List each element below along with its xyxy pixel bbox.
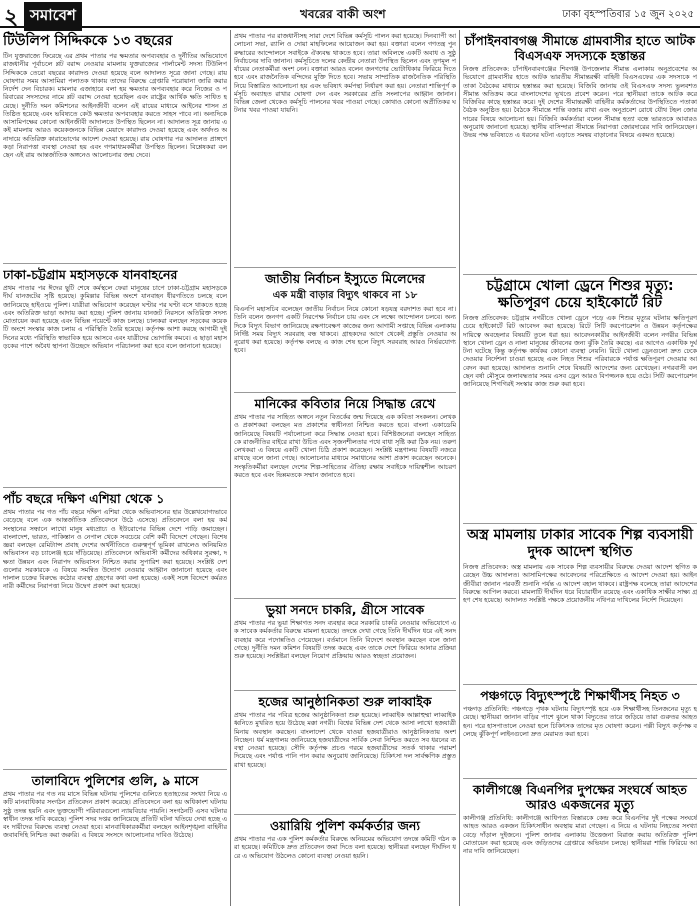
- article-body: প্রথম পাতার পর পবিত্র হজের আনুষ্ঠানিকতা শুরু হয়েছে। লাব্বাইক আল্লাহুম্মা লাব্বাইক ধ্বনিতে মুখরিত হয়ে উঠেছে মক্কা নগরী। বিশ্বের বিভিন্ন দেশ থেকে আসা লাখো হজযাত্রী মিনায় অবস্থান করছেন। বাংলাদেশ থেকে যাওয়া হজযাত্রীরাও আনুষ্ঠানিকতায় অংশ নিচ্ছেন। ধর্ম মন্ত্রণালয় জানিয়েছে হজযাত্রীদের সার্বিক সেবা নিশ্চিত করতে সব ধরনের ব্যবস্থা নেওয়া হয়েছে। সৌদি কর্তৃপক্ষ প্রচণ্ড গরমে হজযাত্রীদের সতর্ক থাকার পরামর্শ দিয়েছে এবং পর্যাপ্ত পানি পান করার অনুরোধ জানিয়েছে। চিকিৎসা দল সার্বক্ষণিক প্রস্তুত রাখা হয়েছে।: [234, 711, 456, 769]
- article: [463, 275, 697, 524]
- article-subheadline: এক মন্ত্রী বাড়ার বিদ্যুৎ থাকবে না ১৮: [272, 290, 418, 301]
- article-headline: কালীগঞ্জে বিএনপির দুপক্ষের সংঘর্ষে আহত আরও একজনের মৃত্যু: [473, 782, 687, 812]
- article-body: নিজস্ব প্রতিবেদক: চট্টগ্রাম নগরীতে খোলা ড্রেনে পড়ে এক শিশুর মৃত্যুর ঘটনায় ক্ষতিপূরণ চেয়ে হাইকোর্টে রিট আবেদন করা হয়েছে। রিটে সিটি করপোরেশন ও উন্নয়ন কর্তৃপক্ষের দায়িত্বে অবহেলার বিষয়টি তুলে ধরা হয়। আবেদনকারীর আইনজীবী বলেন নগরীর বিভিন্ন স্থানে খোলা ড্রেন ও নালা মানুষের জীবনের জন্য ঝুঁকি তৈরি করছে। এর আগেও একাধিক দুর্ঘটনা ঘটেছে কিন্তু কর্তৃপক্ষ কার্যকর কোনো ব্যবস্থা নেয়নি। রিটে খোলা ড্রেনগুলো দ্রুত ঢেকে দেওয়ার নির্দেশনা চাওয়া হয়েছে এবং নিহত শিশুর পরিবারকে পর্যাপ্ত ক্ষতিপূরণ দেওয়ার আবেদন করা হয়েছে। আদালত শুনানি শেষে বিষয়টি আদেশের জন্য রেখেছেন। নগরবাসী বলছেন বর্ষা মৌসুমে জলাবদ্ধতার সময় এসব ড্রেন আরও বিপজ্জনক হয়ে ওঠে। সিটি করপোরেশন জানিয়েছে শিগগিরই সংস্কার কাজ শুরু করা হবে।: [463, 314, 697, 388]
- article-headline: তালাবিদে পুলিশের গুলি, ৯ মাসে: [31, 773, 199, 788]
- column-2: [234, 30, 456, 908]
- article-headline: চট্টগ্রামে খোলা ড্রেনে শিশুর মৃত্যু: ক্ষতিপূরণ চেয়ে হাইকোর্টে রিট: [486, 278, 674, 311]
- article-headline: অস্ত্র মামলায় ঢাকার সাবেক শিল্প ব্যবসায়ী দুদক আদেশ স্থগিত: [466, 527, 693, 560]
- article-body: প্রথম পাতার পর রাজধানীসহ সারা দেশে বিভিন্ন কর্মসূচি পালন করা হয়েছে। দিনব্যাপী আলোচনা সভা, র‌্যালি ও দোয়া মাহফিলের আয়োজন করা হয়। বক্তারা বলেন গণতন্ত্র পুনরুদ্ধারের আন্দোলনে সবাইকে ঐক্যবদ্ধ থাকতে হবে। তারা অবিলম্বে একটি অবাধ ও সুষ্ঠু নির্বাচনের দাবি জানান। কর্মসূচিতে দলের কেন্দ্রীয় নেতারা উপস্থিত ছিলেন এবং তৃণমূল পর্যায়ের নেতাকর্মীরা অংশ নেন। বক্তারা আরও বলেন জনগণের ভোটাধিকার ফিরিয়ে দিতে হবে এবং রাজনৈতিক বন্দিদের মুক্তি দিতে হবে। সভায় সাম্প্রতিক রাজনৈতিক পরিস্থিতি নিয়ে বিস্তারিত আলোচনা হয় এবং ভবিষ্যৎ কর্মপন্থা নির্ধারণ করা হয়। নেতারা শান্তিপূর্ণ কর্মসূচি অব্যাহত রাখার ঘোষণা দেন এবং সরকারের প্রতি সংলাপের আহ্বান জানান। বিভিন্ন জেলা থেকেও কর্মসূচি পালনের খবর পাওয়া গেছে। কোথাও কোনো অপ্রীতিকর ঘটনার খবর পাওয়া যায়নি।: [234, 32, 456, 115]
- article: [234, 393, 456, 599]
- article-headline: হজের আনুষ্ঠানিকতা শুরু লাব্বাইক: [258, 694, 432, 709]
- article-headline: ঢাকা-চট্টগ্রাম মহাসড়কে যানবাহনের: [3, 267, 178, 282]
- article: [463, 779, 697, 858]
- article: [3, 770, 227, 843]
- article-body: প্রথম পাতার পর এক পুলিশ কর্মকর্তার বিরুদ্ধে অনিয়মের অভিযোগ তদন্তে কমিটি গঠন করা হয়েছে। কমিটিকে দ্রুত প্রতিবেদন জমা দিতে বলা হয়েছে। স্থানীয়রা বলছেন দীর্ঘদিন ধরে এ অভিযোগ উঠলেও কোনো ব্যবস্থা নেওয়া হয়নি।: [234, 835, 456, 860]
- article-headline: টিউলিপ সিদ্দিককে ১৩ বছরের: [3, 33, 173, 49]
- article-headline: জাতীয় নির্বাচন ইস্যুতে মিলেদের: [264, 271, 426, 286]
- article-headline: পাঁচ বছরে দক্ষিণ এশিয়া থেকে ১: [3, 491, 165, 506]
- column-1: [3, 30, 227, 908]
- article: [234, 30, 456, 268]
- newspaper-logo: সমাবেশ: [24, 2, 82, 31]
- article: [463, 524, 697, 685]
- masthead: [0, 0, 700, 28]
- article-body: নিজস্ব প্রতিবেদক: চাঁপাইনবাবগঞ্জের শিবগঞ্জ উপজেলার সীমান্ত এলাকায় অনুপ্রবেশের অভিযোগে গ্রামবাসীর হাতে আটক ভারতীয় সীমান্তরক্ষী বাহিনী বিএসএফের এক সদস্যকে পতাকা বৈঠকের মাধ্যমে হস্তান্তর করা হয়েছে। বিজিবি জানায় ওই বিএসএফ সদস্য ভুলবশত সীমান্ত অতিক্রম করে বাংলাদেশের ভূখণ্ডে প্রবেশ করেন। পরে স্থানীয়রা তাকে আটক করে বিজিবির কাছে হস্তান্তর করে। দুই দেশের সীমান্তরক্ষী বাহিনীর কর্মকর্তাদের উপস্থিতিতে পতাকা বৈঠক অনুষ্ঠিত হয়। বৈঠকে সীমান্তে শান্তি বজায় রাখা এবং অনুপ্রবেশ রোধে যৌথ টহল জোরদারের বিষয়ে আলোচনা হয়। বিজিবি কর্মকর্তারা বলেন সীমান্ত হত্যা বন্ধে ভারতকে আবারও অনুরোধ জানানো হয়েছে। স্থানীয় বাসিন্দারা সীমান্তে নিরাপত্তা জোরদারের দাবি জানিয়েছেন। উভয় পক্ষ ভবিষ্যতে এ ধরনের ঘটনা এড়াতে সমন্বয় বাড়ানোর বিষয়ে একমত হয়েছে।: [463, 65, 697, 139]
- article: [234, 815, 456, 863]
- article-body: প্রথম পাতার পর গত পাঁচ বছরে দক্ষিণ এশিয়া থেকে অভিবাসনের হার উল্লেখযোগ্যভাবে বেড়েছে বলে এক আন্তর্জাতিক প্রতিবেদনে উঠে এসেছে। প্রতিবেদনে বলা হয় কর্মসংস্থানের সন্ধানে লাখো মানুষ মধ্যপ্রাচ্য ও ইউরোপের বিভিন্ন দেশে পাড়ি জমাচ্ছেন। বাংলাদেশ, ভারত, পাকিস্তান ও নেপাল থেকে সবচেয়ে বেশি কর্মী বিদেশে গেছেন। বিশেষজ্ঞরা বলছেন রেমিট্যান্স প্রবাহ দেশের অর্থনীতিতে গুরুত্বপূর্ণ ভূমিকা রাখলেও অনিয়মিত অভিবাসন বড় চ্যালেঞ্জ হয়ে দাঁড়িয়েছে। প্রতিবেদনে অভিবাসী কর্মীদের অধিকার সুরক্ষা, দক্ষতা উন্নয়ন এবং নিরাপদ অভিবাসন নিশ্চিত করার সুপারিশ করা হয়েছে। সংশ্লিষ্ট দেশগুলোর সরকারকে এ বিষয়ে সমন্বিত উদ্যোগ নেওয়ার আহ্বান জানানো হয়েছে এবং দালাল চক্রের বিরুদ্ধে কঠোর ব্যবস্থা গ্রহণের কথা বলা হয়েছে। একই সঙ্গে বিদেশে কর্মরত নারী কর্মীদের নিরাপত্তা নিয়ে উদ্বেগ প্রকাশ করা হয়েছে।: [3, 508, 227, 591]
- article-body: পঞ্চগড় প্রতিনিধি: পঞ্চগড়ে পৃথক ঘটনায় বিদ্যুৎস্পৃষ্ট হয়ে এক শিক্ষার্থীসহ তিনজনের মৃত্যু হয়েছে। স্থানীয়রা জানান বাড়ির পাশে ঝুলে থাকা বিদ্যুতের তারে জড়িয়ে তারা গুরুতর আহত হন। পরে হাসপাতালে নেওয়া হলে চিকিৎসক তাদের মৃত ঘোষণা করেন। পল্লী বিদ্যুৎ কর্তৃপক্ষ বলেছে ঝুঁকিপূর্ণ লাইনগুলো দ্রুত মেরামত করা হবে।: [463, 705, 697, 738]
- article: [3, 30, 227, 264]
- article: [3, 264, 227, 488]
- page-number: ২: [4, 5, 19, 30]
- article-body: বিএনপি মহাসচিব বলেছেন জাতীয় নির্বাচন নিয়ে কোনো ষড়যন্ত্র বরদাশত করা হবে না। তিনি বলেন জনগণ একটি নিরপেক্ষ নির্বাচন চায় এবং সে লক্ষ্যে আন্দোলন চলবে। অন্যদিকে বিদ্যুৎ বিভাগ জানিয়েছে রক্ষণাবেক্ষণ কাজের জন্য আগামী সপ্তাহে বিভিন্ন এলাকায় নির্দিষ্ট সময় বিদ্যুৎ সরবরাহ বন্ধ থাকবে। গ্রাহকদের আগে থেকেই প্রস্তুতি নেওয়ার অনুরোধ করা হয়েছে। কর্তৃপক্ষ বলছে এ কাজ শেষ হলে বিদ্যুৎ সরবরাহ আরও নির্ভরযোগ্য হবে।: [234, 305, 456, 355]
- article-body: প্রথম পাতার পর সাহিত্য অঙ্গনে নতুন বিতর্কের জন্ম দিয়েছে এক কবিতা সংকলন। লেখক ও প্রকাশকরা বলছেন মত প্রকাশের স্বাধীনতা নিশ্চিত করতে হবে। বাংলা একাডেমি জানিয়েছে বিষয়টি পর্যালোচনা করে সিদ্ধান্ত নেওয়া হবে। বিশিষ্টজনেরা বলছেন সাহিত্যকে রাজনীতির বাইরে রাখা উচিত এবং সৃজনশীলতার পথে বাধা সৃষ্টি করা ঠিক নয়। তরুণ লেখকরা এ বিষয়ে একটি খোলা চিঠি প্রকাশ করেছেন। সংশ্লিষ্ট মন্ত্রণালয় বিষয়টি নজরে রাখছে বলে জানা গেছে। আলোচনার মাধ্যমে সমাধানের আশা প্রকাশ করেছেন অনেকে। সংস্কৃতিকর্মীরা বলছেন দেশের শিল্প-সাহিত্যের ঐতিহ্য রক্ষায় সবাইকে দায়িত্বশীল আচরণ করতে হবে এবং ভিন্নমতকে সম্মান জানাতে হবে।: [234, 413, 456, 479]
- article-body: টিন যুক্তরাজ্যে ফিরেছে এর প্রথম পাতার পর ক্ষমতার অপব্যবহার ও দুর্নীতির অভিযোগে রাজধানীর পূর্বাচলে প্লট বরাদ্দ নেওয়ার মামলায় যুক্তরাজ্যের পার্লামেন্ট সদস্য টিউলিপ সিদ্দিককে তেরো বছরের কারাদণ্ড দেওয়া হয়েছে বলে আদালত সূত্রে জানা গেছে। রায় ঘোষণার সময় আসামিরা পলাতক থাকায় তাদের বিরুদ্ধে গ্রেপ্তারি পরোয়ানা জারি করার নির্দেশ দেন বিচারক। মামলার এজাহারে বলা হয় ক্ষমতার অপব্যবহার করে নিজের ও পরিবারের সদস্যদের নামে প্লট বরাদ্দ নেওয়া হয়েছিল এবং রাষ্ট্রের আর্থিক ক্ষতি সাধিত হয়েছে। দুর্নীতি দমন কমিশনের আইনজীবী বলেন এই রায়ের মাধ্যমে আইনের শাসন প্রতিষ্ঠিত হয়েছে এবং ভবিষ্যতে কেউ ক্ষমতার অপব্যবহার করতে সাহস পাবে না। অন্যদিকে আসামিপক্ষের কোনো আইনজীবী আদালতে উপস্থিত ছিলেন না। আদালত সূত্র জানায় একই মামলায় আরও কয়েকজনকে বিভিন্ন মেয়াদে কারাদণ্ড দেওয়া হয়েছে এবং অর্থদণ্ড অনাদায়ে অতিরিক্ত কারাভোগের আদেশ দেওয়া হয়েছে। রায় ঘোষণার পর আদালত প্রাঙ্গণে কড়া নিরাপত্তা ব্যবস্থা নেওয়া হয় এবং গণমাধ্যমকর্মীরা উপস্থিত ছিলেন। বিশ্লেষকরা বলছেন এই রায় আন্তর্জাতিক অঙ্গনেও আলোচনার জন্ম দেবে।: [3, 52, 227, 159]
- article-headline: চাঁপাইনবাবগঞ্জ সীমান্তে গ্রামবাসীর হাতে আটক বিএসএফ সদস্যকে হস্তান্তর: [464, 33, 696, 63]
- column-3: [463, 30, 697, 908]
- column-divider: [230, 30, 231, 906]
- article: [234, 691, 456, 815]
- article: [463, 30, 697, 275]
- article: [3, 488, 227, 770]
- article-body: প্রথম পাতার পর ঈদের ছুটি শেষে কর্মস্থলে ফেরা মানুষের চাপে ঢাকা-চট্টগ্রাম মহাসড়কে দীর্ঘ যানজটের সৃষ্টি হয়েছে। কুমিল্লার বিভিন্ন অংশে যানবাহন ধীরগতিতে চলছে বলে জানিয়েছে হাইওয়ে পুলিশ। যাত্রীরা অভিযোগ করেছেন ঘণ্টার পর ঘণ্টা বসে থাকতে হচ্ছে এবং অতিরিক্ত ভাড়া আদায় করা হচ্ছে। পুলিশ জানায় যানজট নিরসনে অতিরিক্ত সদস্য মোতায়েন করা হয়েছে এবং বিভিন্ন পয়েন্টে কাজ চলছে। চালকরা বলছেন সড়কের কয়েকটি অংশে সংস্কার কাজ চলায় এ পরিস্থিতি তৈরি হয়েছে। কর্তৃপক্ষ আশা করছে আগামী দুই দিনের মধ্যে পরিস্থিতি স্বাভাবিক হয়ে আসবে এবং যাত্রীদের ভোগান্তি কমবে। এ ছাড়া মহাসড়কের পাশে অবৈধ স্থাপনা উচ্ছেদে অভিযান পরিচালনা করা হবে বলে জানানো হয়েছে।: [3, 284, 227, 350]
- article-body: প্রথম পাতার পর গত নয় মাসে বিভিন্ন ঘটনায় পুলিশের গুলিতে হতাহতের সংখ্যা নিয়ে একটি মানবাধিকার সংগঠন প্রতিবেদন প্রকাশ করেছে। প্রতিবেদনে বলা হয় অধিকাংশ ঘটনায় সুষ্ঠু তদন্ত হয়নি এবং ভুক্তভোগী পরিবারগুলো ন্যায়বিচার পায়নি। সংগঠনটি এসব ঘটনার স্বাধীন তদন্ত দাবি করেছে। পুলিশ সদর দপ্তর জানিয়েছে প্রতিটি ঘটনা খতিয়ে দেখা হচ্ছে এবং দায়ীদের বিরুদ্ধে ব্যবস্থা নেওয়া হবে। মানবাধিকারকর্মীরা বলছেন আইনশৃঙ্খলা বাহিনীর জবাবদিহি নিশ্চিত করা জরুরি। এ বিষয়ে সংসদে আলোচনার দাবিও উঠেছে।: [3, 790, 227, 840]
- article-headline: ওয়ারিয়ি পুলিশ কর্মকর্তার জন্য: [270, 818, 420, 833]
- section-title: খবরের বাকী অংশ: [300, 7, 386, 21]
- article-body: নিজস্ব প্রতিবেদক: অস্ত্র মামলায় এক সাবেক শিল্প ব্যবসায়ীর বিরুদ্ধে দেওয়া আদেশ স্থগিত করেছেন উচ্চ আদালত। আসামিপক্ষের আবেদনের পরিপ্রেক্ষিতে এ আদেশ দেওয়া হয়। আইনজীবীরা জানান পরবর্তী শুনানি পর্যন্ত এ আদেশ বহাল থাকবে। রাষ্ট্রপক্ষ বলেছে তারা আদেশের বিরুদ্ধে আপিল করবে। মামলাটি দীর্ঘদিন ধরে বিচারাধীন রয়েছে এবং একাধিক সাক্ষীর সাক্ষ্য গ্রহণ শেষ হয়েছে। আদালত সংশ্লিষ্ট পক্ষকে প্রয়োজনীয় নথিপত্র দাখিলের নির্দেশ দিয়েছেন।: [463, 563, 697, 604]
- column-divider: [459, 30, 460, 906]
- article: [234, 268, 456, 393]
- article-body: কালীগঞ্জ প্রতিনিধি: কালীগঞ্জে আধিপত্য বিস্তারকে কেন্দ্র করে বিএনপির দুই পক্ষের সংঘর্ষে আহত আরও একজন চিকিৎসাধীন অবস্থায় মারা গেছেন। এ নিয়ে এ ঘটনায় নিহতের সংখ্যা বেড়ে দাঁড়াল দুইজনে। পুলিশ জানায় এলাকায় উত্তেজনা বিরাজ করায় অতিরিক্ত পুলিশ মোতায়েন করা হয়েছে এবং জড়িতদের গ্রেপ্তারে অভিযান চলছে। স্থানীয়রা শান্তি ফিরিয়ে আনার দাবি জানিয়েছেন।: [463, 814, 697, 855]
- article-body: প্রথম পাতার পর ভুয়া শিক্ষাগত সনদ ব্যবহার করে সরকারি চাকরি নেওয়ার অভিযোগে এক সাবেক কর্মকর্তার বিরুদ্ধে মামলা হয়েছে। তদন্তে দেখা গেছে তিনি দীর্ঘদিন ধরে এই সনদ ব্যবহার করে পদোন্নতিও পেয়েছেন। বর্তমানে তিনি বিদেশে অবস্থান করছেন বলে জানা গেছে। দুর্নীতি দমন কমিশন বিষয়টি তদন্ত করছে এবং তাকে দেশে ফিরিয়ে আনার প্রক্রিয়া শুরু হয়েছে। সংশ্লিষ্টরা বলছেন নিয়োগ প্রক্রিয়ায় আরও স্বচ্ছতা প্রয়োজন।: [234, 619, 456, 660]
- article: [234, 599, 456, 691]
- article-headline: মানিকের কবিতার নিয়ে সিদ্ধান্ত রেখে: [254, 396, 436, 411]
- dateline: ঢাকা বৃহস্পতিবার ১৫ জুন ২০২৫: [562, 9, 694, 20]
- article-headline: ভুয়া সনদে চাকরি, গ্রীসে সাবেক: [265, 602, 425, 617]
- article: [463, 685, 697, 779]
- article-headline: পঞ্চগড়ে বিদ্যুৎস্পৃষ্টে শিক্ষার্থীসহ নিহত ৩: [480, 688, 680, 703]
